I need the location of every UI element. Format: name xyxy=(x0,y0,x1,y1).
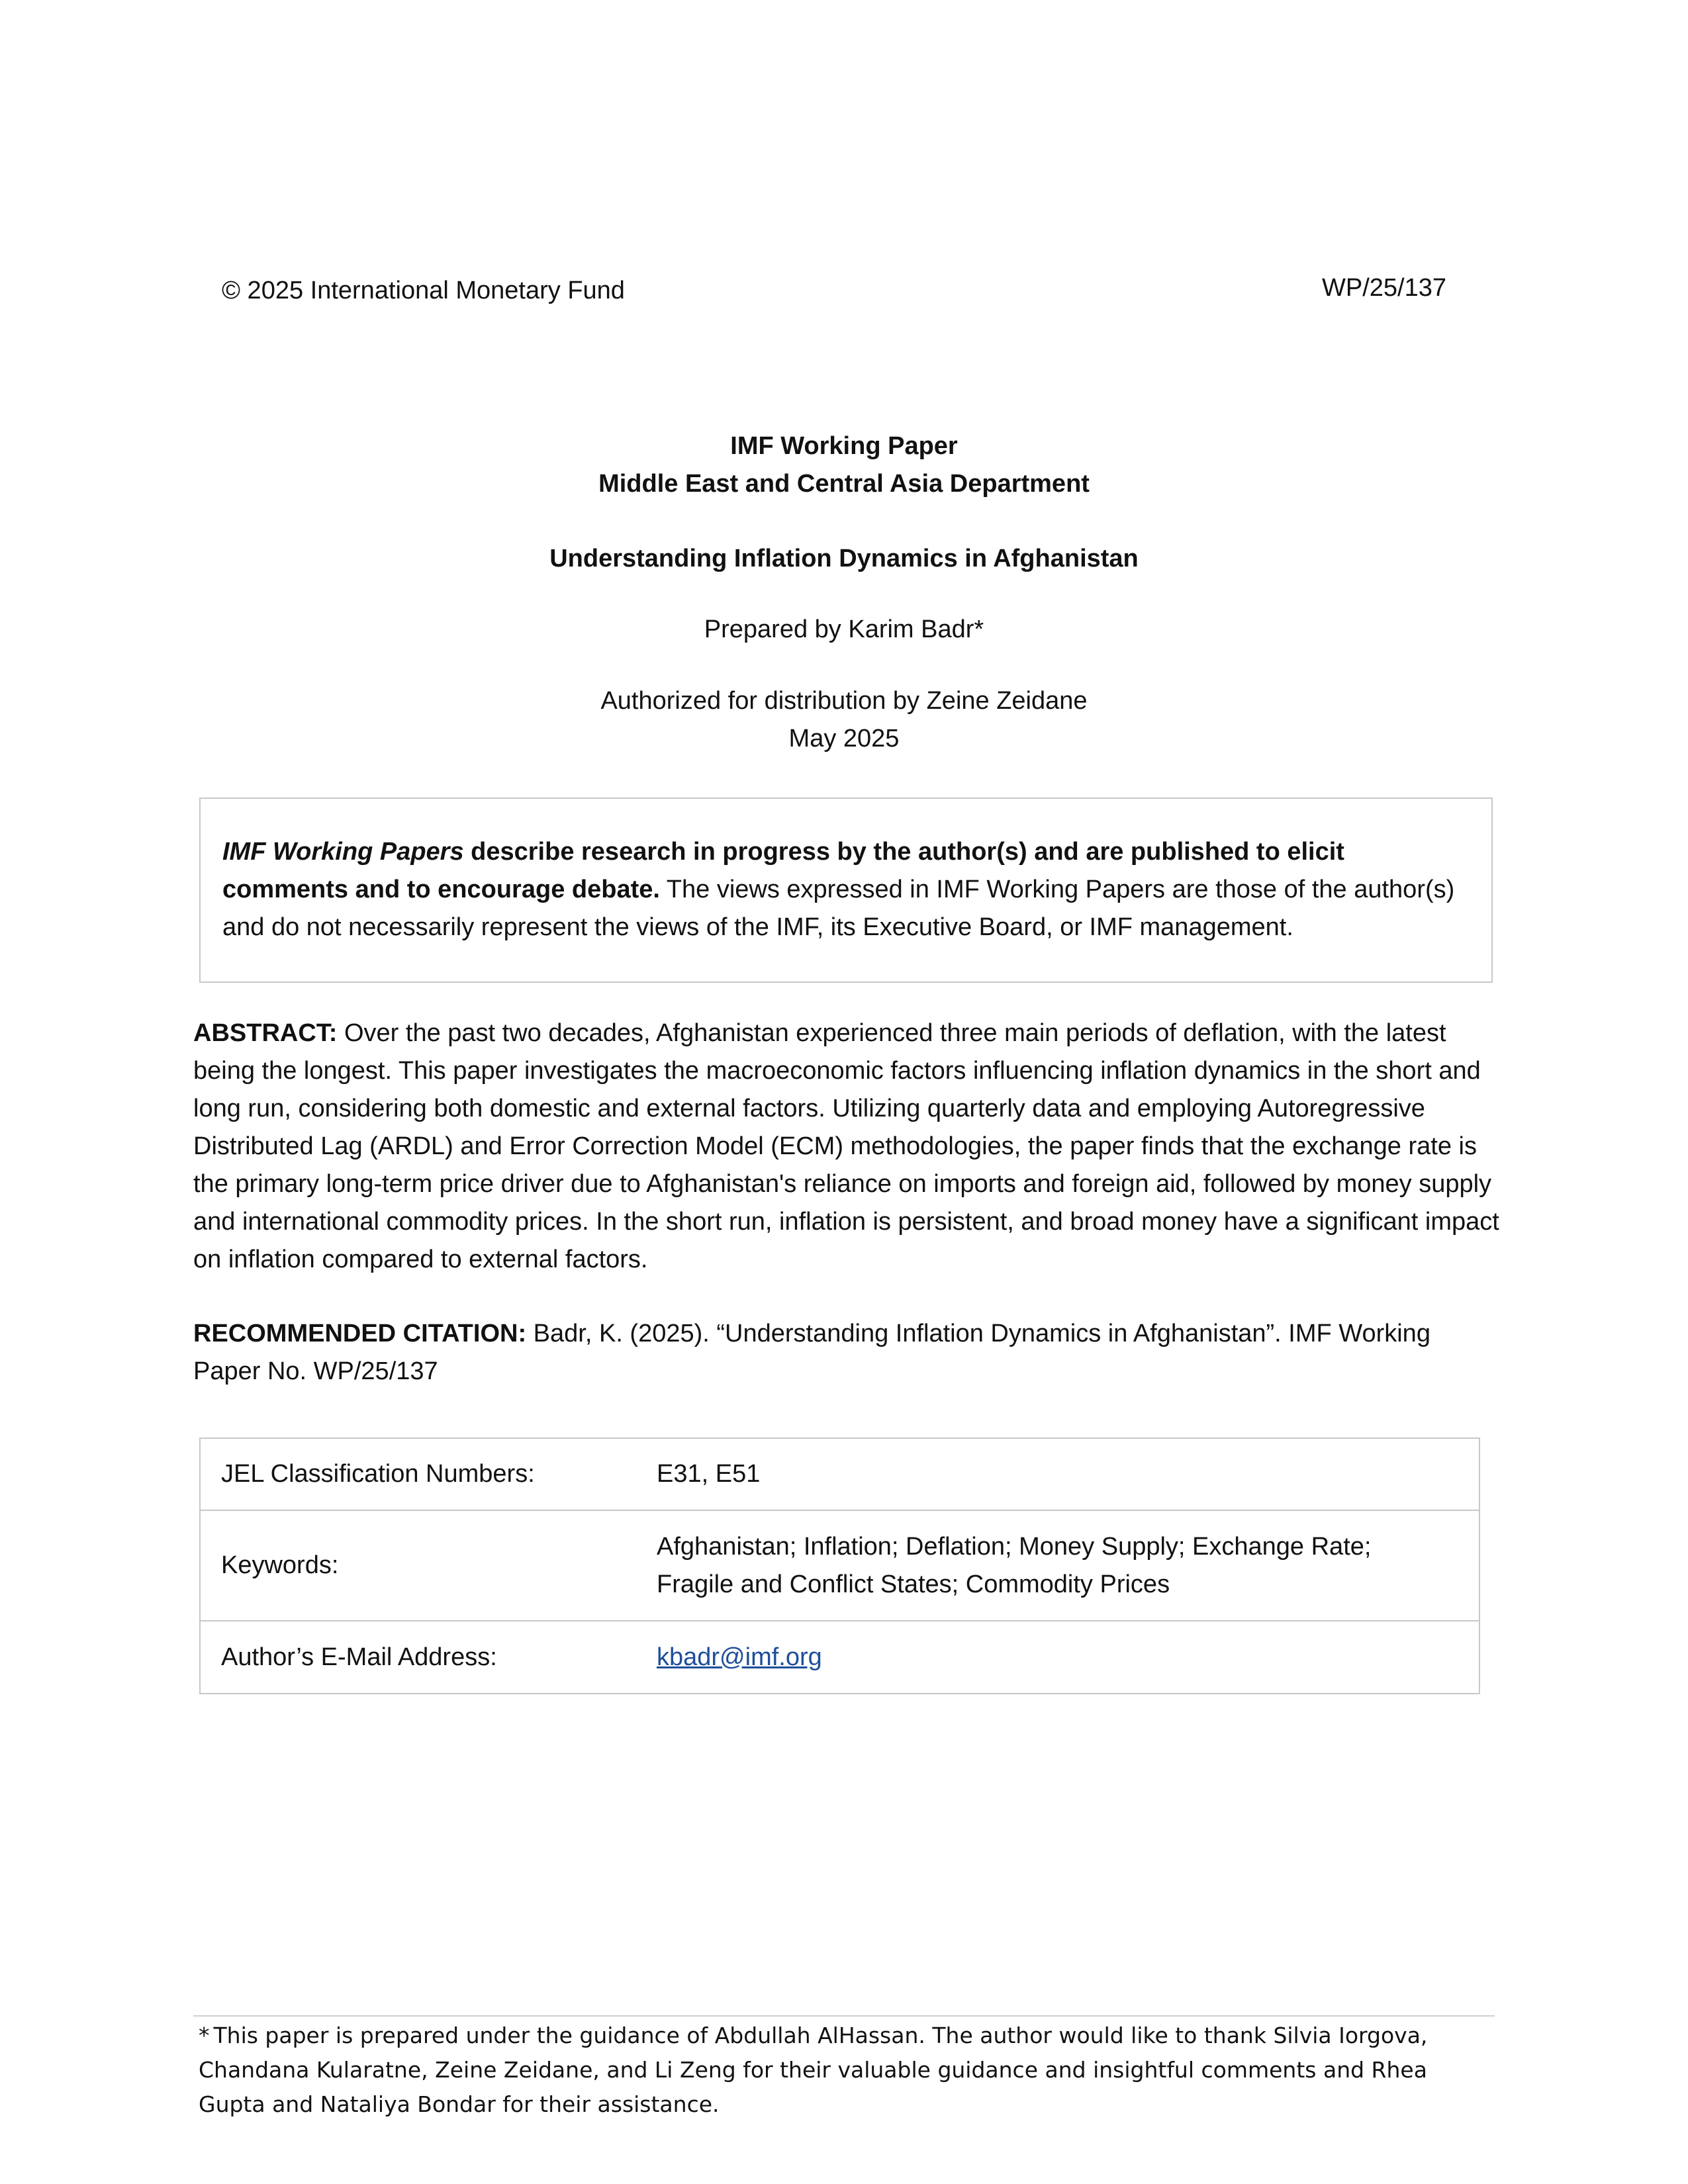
paper-title: Understanding Inflation Dynamics in Afghanistan xyxy=(549,545,1139,572)
keywords-label: Keywords: xyxy=(199,1510,635,1621)
page-header xyxy=(222,274,1446,316)
citation-label: RECOMMENDED CITATION: xyxy=(193,1320,527,1347)
classification-table xyxy=(199,1437,1480,1694)
keywords-line-2: Fragile and Conflict States; Commodity Prices xyxy=(657,1570,1170,1598)
table-row xyxy=(199,1510,1480,1621)
disclaimer-box xyxy=(199,797,1493,983)
disclaimer-bold-text: describe research in progress by the author(s) and are published to elicit comments and to encourage debate. xyxy=(222,838,1344,903)
prepared-by: Prepared by Karim Badr* xyxy=(704,615,984,643)
disclaimer-text: The views expressed in IMF Working Papers are those of the author(s) and do not necessarily represent the views of the IMF, its Executive Board, or IMF management. xyxy=(222,876,1455,941)
citation-text: Badr, K. (2025). “Understanding Inflation Dynamics in Afghanistan”. IMF Working Paper No. WP/25/137 xyxy=(193,1320,1430,1385)
keywords-value xyxy=(635,1510,1480,1621)
recommended-citation xyxy=(193,1315,1451,1390)
authorized-by: Authorized for distribution by Zeine Zeidane xyxy=(600,687,1088,715)
footnote xyxy=(199,2019,1489,2122)
jel-label: JEL Classification Numbers: xyxy=(199,1438,635,1510)
table-row xyxy=(199,1621,1480,1694)
table-row xyxy=(199,1438,1480,1510)
title-block xyxy=(0,428,1688,758)
author-email-link[interactable]: kbadr@imf.org xyxy=(657,1643,822,1671)
keywords-line-1: Afghanistan; Inflation; Deflation; Money Supply; Exchange Rate; xyxy=(657,1532,1372,1561)
publication-date: May 2025 xyxy=(788,725,900,752)
working-paper-number: WP/25/137 xyxy=(1322,274,1446,302)
copyright-notice: © 2025 International Monetary Fund xyxy=(222,277,625,304)
jel-value: E31, E51 xyxy=(635,1438,1480,1510)
footnote-divider xyxy=(193,2015,1495,2017)
footnote-lead: This paper is prepared under the guidance of Abdullah AlHassan. xyxy=(213,2023,925,2048)
series-title: IMF Working Paper xyxy=(730,432,958,460)
abstract xyxy=(193,1015,1504,1279)
abstract-text: Over the past two decades, Afghanistan experienced three main periods of deflation, with the latest being the longest. This paper investigates the macroeconomic factors influencing inflation dynamics in the short and long run, considering both domestic and external factors. Utilizing quarterly data and employing Autoregressive Distributed Lag (ARDL) and Error Correction Model (ECM) methodologies, the paper finds that the exchange rate is the primary long-term price driver due to Afghanistan's reliance on imports and foreign aid, followed by money supply and international commodity prices. In the short run, inflation is persistent, and broad money have a significant impact on inflation compared to external factors. xyxy=(193,1019,1499,1273)
footnote-text: The author would like to thank Silvia Iorgova, Chandana Kularatne, Zeine Zeidane, and Li Zeng for their valuable guidance and insightful comments and Rhea Gupta and Nataliya Bondar for their assistance. xyxy=(199,2023,1428,2117)
email-cell xyxy=(635,1621,1480,1694)
email-label: Author’s E-Mail Address: xyxy=(199,1621,635,1694)
abstract-label: ABSTRACT: xyxy=(193,1019,338,1047)
footnote-mark: * xyxy=(199,2023,210,2048)
department-name: Middle East and Central Asia Department xyxy=(598,470,1090,498)
disclaimer-lead: IMF Working Papers xyxy=(222,838,464,866)
